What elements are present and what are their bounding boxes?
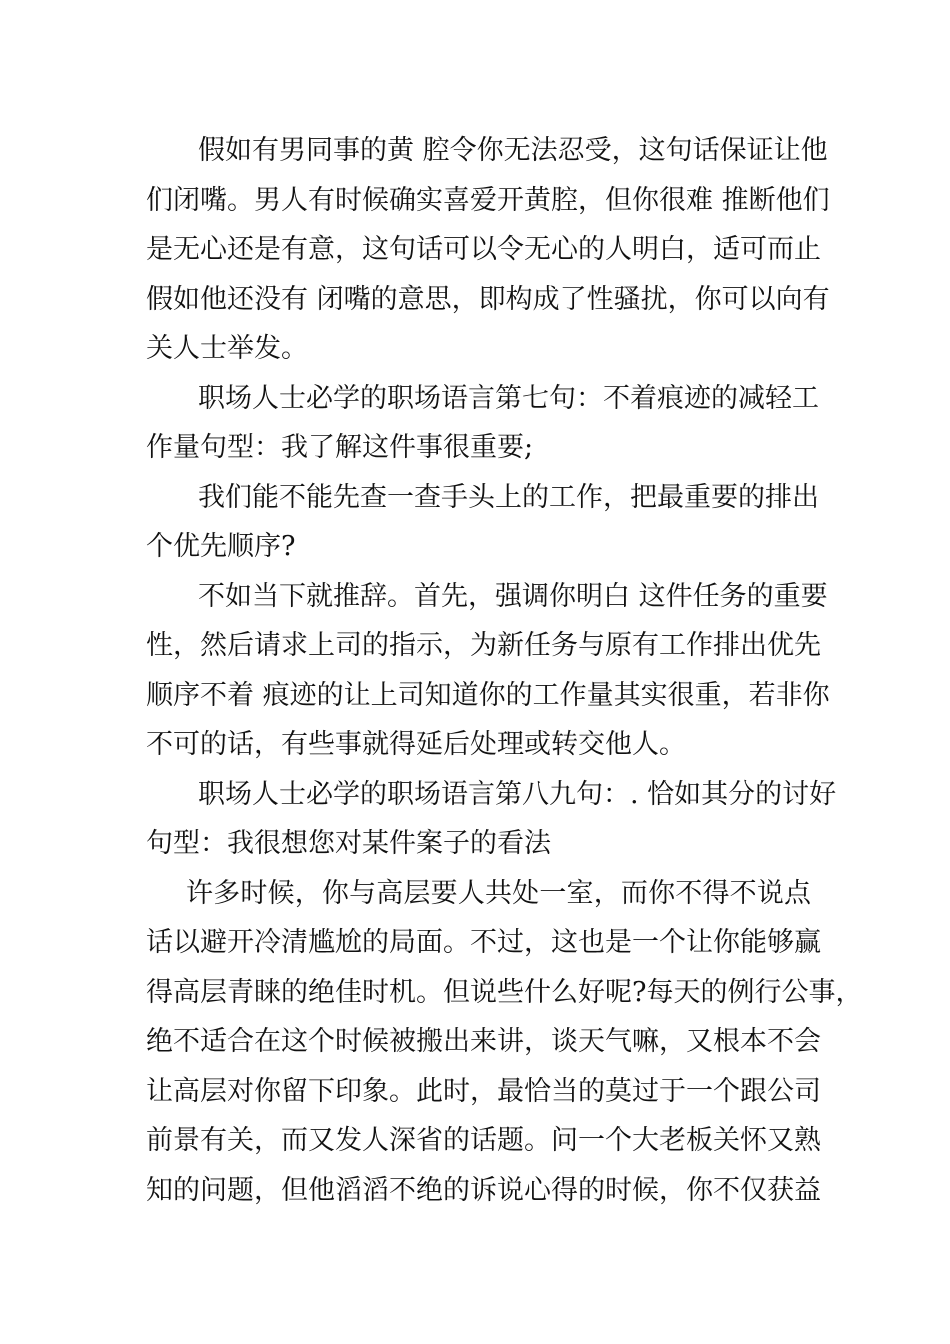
paragraph-line: 顺序不着 痕迹的让上司知道你的工作量其实很重，若非你: [146, 679, 830, 711]
paragraph-line: 职场人士必学的职场语言第七句：不着痕迹的减轻工: [198, 382, 819, 414]
paragraph-line: 前景有关，而又发人深省的话题。问一个大老板关怀又熟: [146, 1125, 821, 1156]
paragraph-line: 我们能不能先查一查手头上的工作，把最重要的排出: [198, 481, 819, 513]
paragraph-line: 许多时候，你与高层要人共处一室，而你不得不说点: [186, 877, 811, 909]
paragraph-line: 知的问题，但他滔滔不绝的诉说心得的时候，你不仅获益: [146, 1174, 821, 1206]
paragraph-line: 们闭嘴。男人有时候确实喜爱开黄腔，但你很难 推断他们: [146, 184, 830, 216]
paragraph-line: 让高层对你留下印象。此时，最恰当的莫过于一个跟公司: [146, 1075, 821, 1107]
paragraph-line: 假如有男同事的黄 腔令你无法忍受，这句话保证让他: [198, 135, 828, 166]
paragraph-line: 职场人士必学的职场语言第八九句：. 恰如其分的讨好: [198, 778, 837, 810]
paragraph-line: 绝不适合在这个时候被搬出来讲，谈天气嘛，又根本不会: [146, 1026, 821, 1057]
paragraph-line: 句型：我很想您对某件案子的看法: [146, 828, 551, 859]
paragraph-line: 假如他还没有 闭嘴的意思，即构成了性骚扰，你可以向有: [146, 283, 830, 315]
paragraph-line: 作量句型：我了解这件事很重要;: [146, 432, 534, 463]
paragraph-line: 不如当下就推辞。首先，强调你明白 这件任务的重要: [198, 580, 828, 612]
document-body: [146, 126, 863, 1215]
paragraph-line: 不可的话，有些事就得延后处理或转交他人。: [146, 729, 686, 760]
paragraph-line: 话以避开冷清尴尬的局面。不过，这也是一个让你能够赢: [146, 927, 821, 958]
paragraph-line: 性，然后请求上司的指示，为新任务与原有工作排出优先: [146, 630, 821, 661]
paragraph-line: 是无心还是有意，这句话可以令无心的人明白，适可而止: [146, 234, 821, 265]
paragraph-line: 关人士举发。: [146, 333, 308, 364]
paragraph-line: 个优先顺序?: [146, 531, 296, 562]
paragraph-line: 得高层青睐的绝佳时机。但说些什么好呢?每天的例行公事，: [146, 976, 863, 1008]
